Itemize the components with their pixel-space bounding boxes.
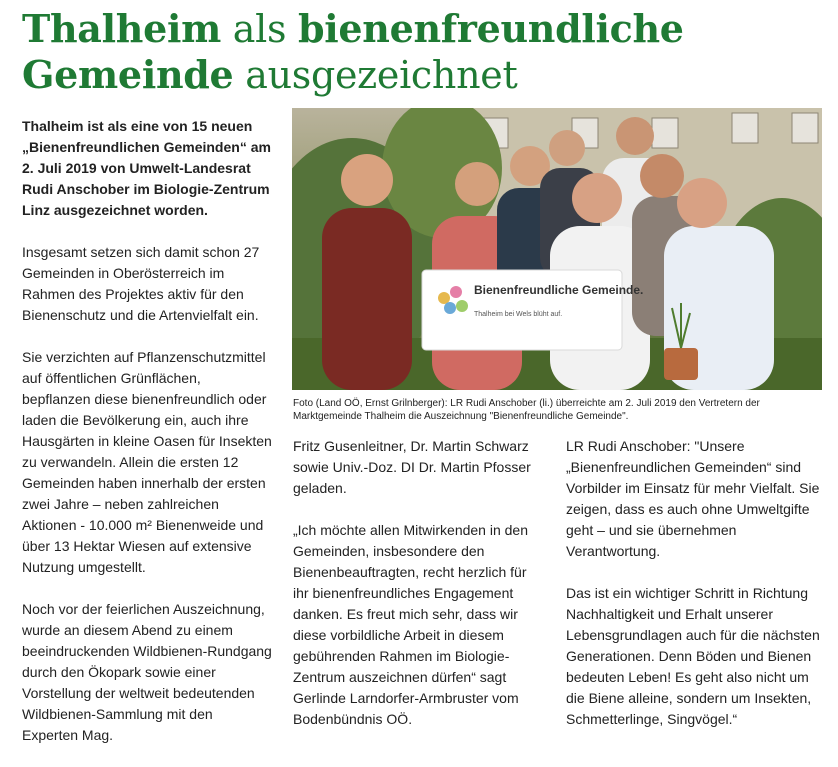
paragraph: Insgesamt setzen sich damit schon 27 Gemeinden in Oberösterreich im Rahmen des Projektes aktiv für den Bienenschutz und die Artenvielfalt ein.: [22, 244, 260, 323]
sign-subtitle: Thalheim bei Wels blüht auf.: [474, 311, 563, 318]
headline-part: Gemeinde: [22, 52, 234, 97]
paragraph: Fritz Gusenleitner, Dr. Martin Schwarz sowie Univ.-Doz. DI Dr. Martin Pfosser geladen.: [293, 438, 531, 496]
paragraph: Das ist ein wichtiger Schritt in Richtung Nachhaltigkeit und Erhalt unserer Lebensgrundlagen auch für die nächsten Generationen. Denn Böden und Bienen bedeuten Leben! Es geht also nicht um die Biene alleine, sondern um Insekten, Schmetterlinge, Singvögel.“: [566, 585, 820, 727]
article-headline: [22, 6, 822, 98]
headline-part: als: [221, 7, 298, 51]
paragraph: LR Rudi Anschober: "Unsere „Bienenfreundlichen Gemeinden“ sind Vorbilder im Einsatz für mehr Vielfalt. Sie zeigen, dass es auch ohne Umweltgifte geht – und sie übernehmen Verantwortung.: [566, 438, 820, 559]
article-column-1: [22, 116, 272, 767]
headline-part: bienenfreundliche: [297, 6, 684, 51]
headline-part: Thalheim: [22, 6, 222, 51]
photo-caption: Foto (Land OÖ, Ernst Grilnberger): LR Rudi Anschober (li.) überreichte am 2. Juli 2019 den Vertretern der Marktgemeinde Thalheim die Auszeichnung "Bienenfreundliche Gemeinde".: [293, 398, 760, 422]
photo-illustration: [292, 108, 822, 390]
group-photo: [292, 108, 822, 390]
sign-title: Bienenfreundliche Gemeinde.: [474, 283, 644, 297]
paragraph: Sie verzichten auf Pflanzenschutzmittel auf öffentlichen Grünflächen, bepflanzen diese bienenfreundlich oder laden die Bevölkerung ein, auch ihre Hausgärten in kleine Oasen für Insekten zu verwandeln. Allein die ersten 12 Gemeinden haben innerhalb der ersten zwei Jahre – neben zahlreichen Aktionen - 10.000 m² Bienenweide und über 13 Hektar Wiesen auf extensive Nutzung umgestellt.: [22, 349, 272, 575]
lead-paragraph: Thalheim ist als eine von 15 neuen „Bienenfreundlichen Gemeinden“ am 2. Juli 2019 von Umwelt-Landesrat Rudi Anschober im Biologie-Zentrum Linz ausgezeichnet worden.: [22, 118, 271, 218]
paragraph: „Ich möchte allen Mitwirkenden in den Gemeinden, insbesondere den Bienenbeauftragten, recht herzlich für ihr bienenfreundliches Engagement danken. Es freut mich sehr, dass wir diese vorbildliche Arbeit in diesem gebührenden Rahmen im Biologie-Zentrum auszeichnen dürfen“ sagt Gerlinde Larndorfer-Armbruster vom Bodenbündnis OÖ.: [293, 522, 529, 727]
headline-part: ausgezeichnet: [233, 53, 518, 97]
article-column-3: [566, 436, 821, 751]
article-column-2: [293, 436, 543, 751]
paragraph: Noch vor der feierlichen Auszeichnung, wurde an diesem Abend zu einem beeindruckenden Wildbienen-Rundgang durch den Ökopark sowie einer Vorstellung der weltweit bedeutenden Wildbienen-Sammlung mit den Experten Mag.: [22, 601, 272, 743]
